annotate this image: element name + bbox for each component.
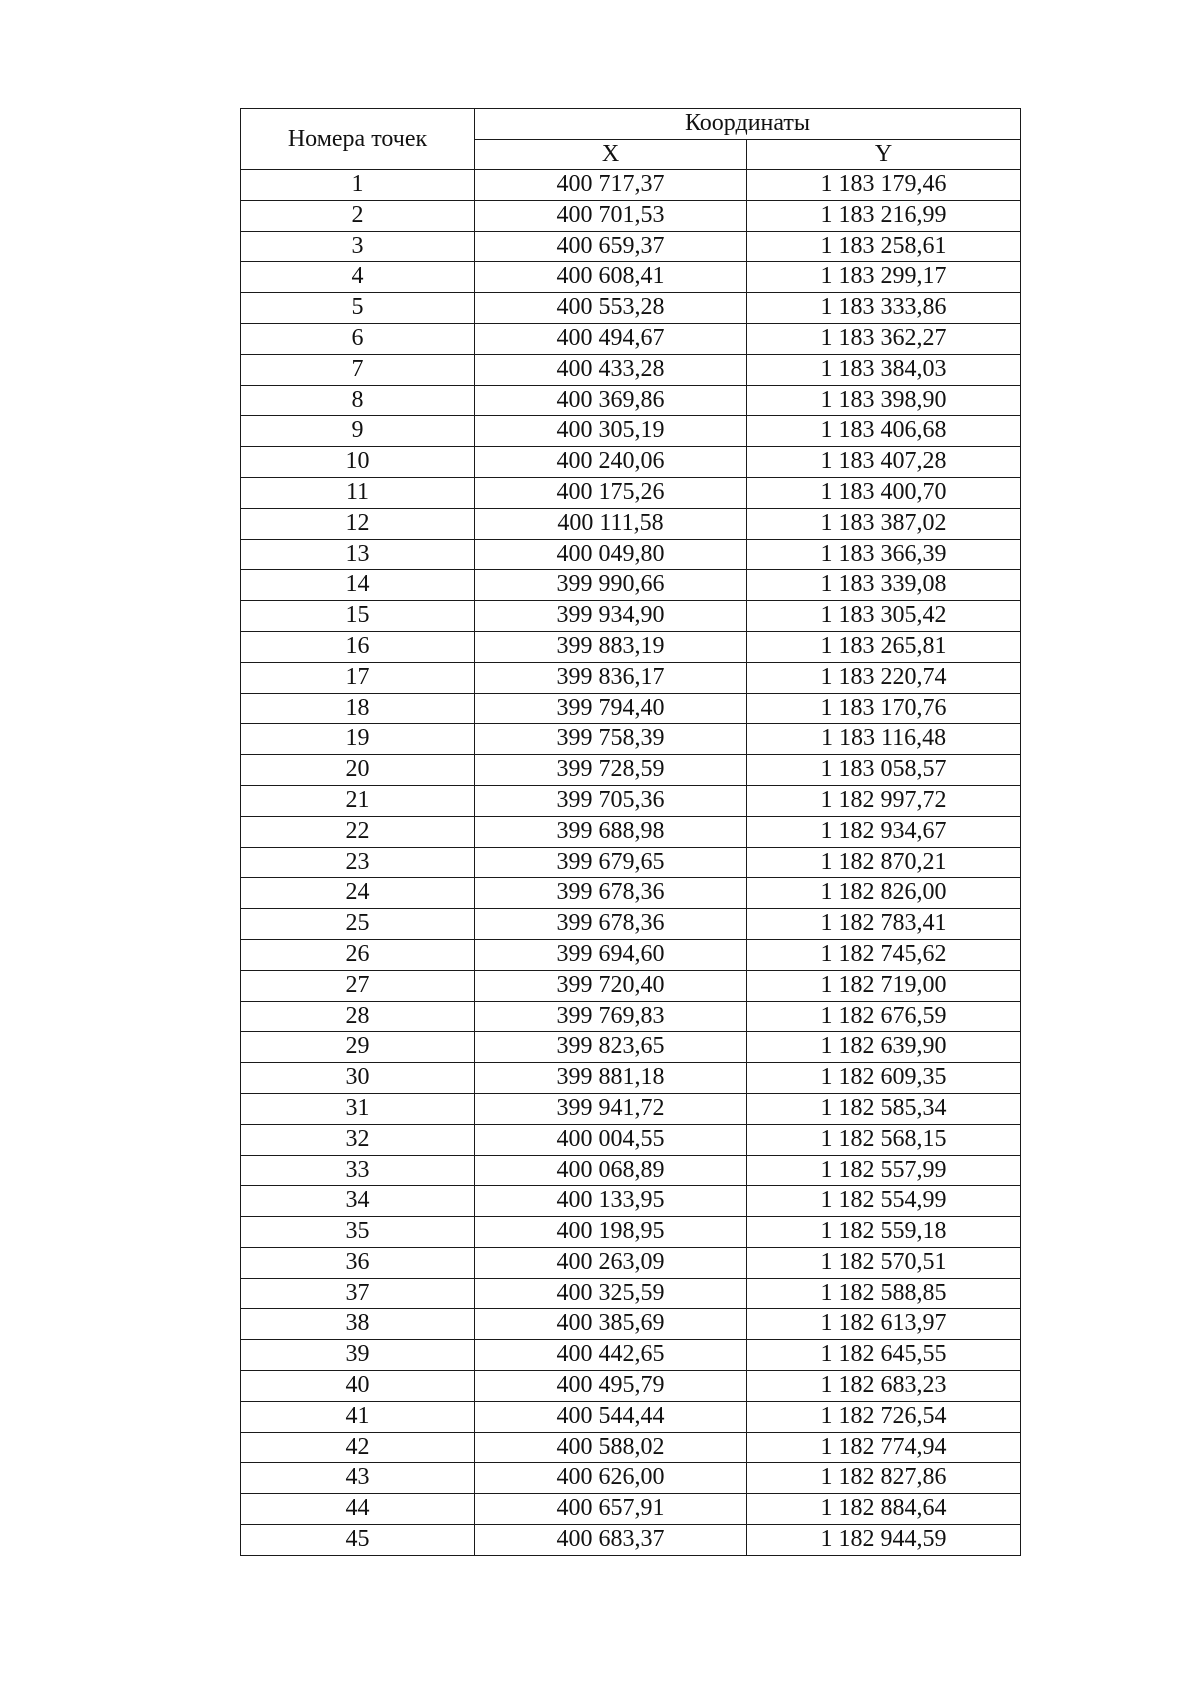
y-coordinate-cell: 1 182 676,59 <box>747 1001 1021 1032</box>
point-number-cell: 13 <box>241 539 475 570</box>
point-number-cell: 2 <box>241 200 475 231</box>
table-row <box>241 1401 1021 1432</box>
x-coordinate-cell: 400 544,44 <box>475 1401 747 1432</box>
x-coordinate-cell: 399 720,40 <box>475 970 747 1001</box>
x-coordinate-cell: 400 240,06 <box>475 447 747 478</box>
x-coordinate-cell: 399 705,36 <box>475 785 747 816</box>
point-number-cell: 39 <box>241 1340 475 1371</box>
x-coordinate-cell: 400 133,95 <box>475 1186 747 1217</box>
table-row <box>241 1124 1021 1155</box>
y-coordinate-cell: 1 182 585,34 <box>747 1093 1021 1124</box>
y-coordinate-cell: 1 182 774,94 <box>747 1432 1021 1463</box>
y-coordinate-cell: 1 183 258,61 <box>747 231 1021 262</box>
point-number-cell: 24 <box>241 878 475 909</box>
table-row <box>241 755 1021 786</box>
table-row <box>241 1309 1021 1340</box>
point-number-cell: 42 <box>241 1432 475 1463</box>
x-coordinate-cell: 399 728,59 <box>475 755 747 786</box>
y-coordinate-cell: 1 182 934,67 <box>747 816 1021 847</box>
y-coordinate-cell: 1 182 613,97 <box>747 1309 1021 1340</box>
table-row <box>241 1247 1021 1278</box>
x-coordinate-cell: 400 004,55 <box>475 1124 747 1155</box>
table-row <box>241 293 1021 324</box>
table-row <box>241 1494 1021 1525</box>
point-number-cell: 32 <box>241 1124 475 1155</box>
y-coordinate-cell: 1 183 398,90 <box>747 385 1021 416</box>
point-number-cell: 1 <box>241 170 475 201</box>
x-coordinate-cell: 400 701,53 <box>475 200 747 231</box>
x-column-header: X <box>475 139 747 170</box>
point-number-cell: 29 <box>241 1032 475 1063</box>
y-coordinate-cell: 1 183 407,28 <box>747 447 1021 478</box>
y-coordinate-cell: 1 182 783,41 <box>747 909 1021 940</box>
y-coordinate-cell: 1 183 116,48 <box>747 724 1021 755</box>
point-number-cell: 7 <box>241 354 475 385</box>
y-coordinate-cell: 1 183 216,99 <box>747 200 1021 231</box>
table-row <box>241 262 1021 293</box>
x-coordinate-cell: 400 495,79 <box>475 1371 747 1402</box>
table-row <box>241 231 1021 262</box>
table-row <box>241 1432 1021 1463</box>
y-coordinate-cell: 1 182 997,72 <box>747 785 1021 816</box>
point-number-cell: 15 <box>241 601 475 632</box>
y-coordinate-cell: 1 183 387,02 <box>747 508 1021 539</box>
x-coordinate-cell: 400 626,00 <box>475 1463 747 1494</box>
point-number-cell: 14 <box>241 570 475 601</box>
table-row <box>241 970 1021 1001</box>
table-row <box>241 631 1021 662</box>
y-coordinate-cell: 1 182 568,15 <box>747 1124 1021 1155</box>
x-coordinate-cell: 400 068,89 <box>475 1155 747 1186</box>
y-coordinate-cell: 1 183 400,70 <box>747 477 1021 508</box>
y-coordinate-cell: 1 183 362,27 <box>747 323 1021 354</box>
y-coordinate-cell: 1 183 220,74 <box>747 662 1021 693</box>
point-number-cell: 8 <box>241 385 475 416</box>
x-coordinate-cell: 399 941,72 <box>475 1093 747 1124</box>
table-row <box>241 1063 1021 1094</box>
point-number-cell: 33 <box>241 1155 475 1186</box>
y-column-header: Y <box>747 139 1021 170</box>
point-number-cell: 23 <box>241 847 475 878</box>
table-row <box>241 1525 1021 1556</box>
point-number-cell: 5 <box>241 293 475 324</box>
point-number-cell: 6 <box>241 323 475 354</box>
x-coordinate-cell: 399 823,65 <box>475 1032 747 1063</box>
table-row <box>241 323 1021 354</box>
y-coordinate-cell: 1 182 554,99 <box>747 1186 1021 1217</box>
table-row <box>241 416 1021 447</box>
x-coordinate-cell: 400 608,41 <box>475 262 747 293</box>
y-coordinate-cell: 1 182 745,62 <box>747 939 1021 970</box>
y-coordinate-cell: 1 182 683,23 <box>747 1371 1021 1402</box>
point-number-cell: 9 <box>241 416 475 447</box>
point-number-cell: 41 <box>241 1401 475 1432</box>
x-coordinate-cell: 399 769,83 <box>475 1001 747 1032</box>
point-number-cell: 45 <box>241 1525 475 1556</box>
x-coordinate-cell: 400 657,91 <box>475 1494 747 1525</box>
x-coordinate-cell: 400 494,67 <box>475 323 747 354</box>
table-row <box>241 939 1021 970</box>
point-number-cell: 26 <box>241 939 475 970</box>
point-number-cell: 38 <box>241 1309 475 1340</box>
coordinates-table <box>240 108 1021 1556</box>
x-coordinate-cell: 400 111,58 <box>475 508 747 539</box>
table-row <box>241 170 1021 201</box>
y-coordinate-cell: 1 183 179,46 <box>747 170 1021 201</box>
x-coordinate-cell: 400 385,69 <box>475 1309 747 1340</box>
point-number-cell: 25 <box>241 909 475 940</box>
y-coordinate-cell: 1 182 588,85 <box>747 1278 1021 1309</box>
point-number-cell: 22 <box>241 816 475 847</box>
y-coordinate-cell: 1 182 884,64 <box>747 1494 1021 1525</box>
y-coordinate-cell: 1 182 870,21 <box>747 847 1021 878</box>
y-coordinate-cell: 1 183 406,68 <box>747 416 1021 447</box>
x-coordinate-cell: 400 659,37 <box>475 231 747 262</box>
y-coordinate-cell: 1 182 557,99 <box>747 1155 1021 1186</box>
coordinates-group-header: Координаты <box>475 109 1021 140</box>
point-number-cell: 36 <box>241 1247 475 1278</box>
x-coordinate-cell: 399 883,19 <box>475 631 747 662</box>
header-row-top <box>241 109 1021 140</box>
point-number-cell: 37 <box>241 1278 475 1309</box>
x-coordinate-cell: 399 794,40 <box>475 693 747 724</box>
point-number-cell: 30 <box>241 1063 475 1094</box>
point-number-cell: 21 <box>241 785 475 816</box>
y-coordinate-cell: 1 182 609,35 <box>747 1063 1021 1094</box>
table-row <box>241 1001 1021 1032</box>
table-row <box>241 909 1021 940</box>
y-coordinate-cell: 1 183 058,57 <box>747 755 1021 786</box>
point-number-cell: 40 <box>241 1371 475 1402</box>
x-coordinate-cell: 399 934,90 <box>475 601 747 632</box>
table-row <box>241 878 1021 909</box>
y-coordinate-cell: 1 183 299,17 <box>747 262 1021 293</box>
table-header <box>241 109 1021 170</box>
table-row <box>241 662 1021 693</box>
table-row <box>241 1217 1021 1248</box>
table-row <box>241 1371 1021 1402</box>
table-row <box>241 601 1021 632</box>
x-coordinate-cell: 400 305,19 <box>475 416 747 447</box>
y-coordinate-cell: 1 183 265,81 <box>747 631 1021 662</box>
y-coordinate-cell: 1 183 333,86 <box>747 293 1021 324</box>
x-coordinate-cell: 399 678,36 <box>475 878 747 909</box>
point-number-cell: 16 <box>241 631 475 662</box>
point-number-cell: 20 <box>241 755 475 786</box>
y-coordinate-cell: 1 183 170,76 <box>747 693 1021 724</box>
points-column-header: Номера точек <box>241 109 475 170</box>
table-row <box>241 724 1021 755</box>
point-number-cell: 27 <box>241 970 475 1001</box>
table-row <box>241 1093 1021 1124</box>
y-coordinate-cell: 1 183 339,08 <box>747 570 1021 601</box>
point-number-cell: 17 <box>241 662 475 693</box>
table-row <box>241 1340 1021 1371</box>
x-coordinate-cell: 400 553,28 <box>475 293 747 324</box>
x-coordinate-cell: 400 442,65 <box>475 1340 747 1371</box>
table-row <box>241 1186 1021 1217</box>
y-coordinate-cell: 1 183 305,42 <box>747 601 1021 632</box>
point-number-cell: 35 <box>241 1217 475 1248</box>
x-coordinate-cell: 399 688,98 <box>475 816 747 847</box>
x-coordinate-cell: 399 881,18 <box>475 1063 747 1094</box>
point-number-cell: 31 <box>241 1093 475 1124</box>
point-number-cell: 19 <box>241 724 475 755</box>
table-row <box>241 447 1021 478</box>
table-row <box>241 385 1021 416</box>
table-row <box>241 200 1021 231</box>
y-coordinate-cell: 1 182 826,00 <box>747 878 1021 909</box>
y-coordinate-cell: 1 182 726,54 <box>747 1401 1021 1432</box>
x-coordinate-cell: 400 049,80 <box>475 539 747 570</box>
x-coordinate-cell: 400 263,09 <box>475 1247 747 1278</box>
point-number-cell: 11 <box>241 477 475 508</box>
y-coordinate-cell: 1 183 366,39 <box>747 539 1021 570</box>
x-coordinate-cell: 400 433,28 <box>475 354 747 385</box>
x-coordinate-cell: 399 694,60 <box>475 939 747 970</box>
point-number-cell: 18 <box>241 693 475 724</box>
table-row <box>241 816 1021 847</box>
y-coordinate-cell: 1 182 944,59 <box>747 1525 1021 1556</box>
x-coordinate-cell: 400 325,59 <box>475 1278 747 1309</box>
y-coordinate-cell: 1 182 827,86 <box>747 1463 1021 1494</box>
x-coordinate-cell: 400 175,26 <box>475 477 747 508</box>
table-body <box>241 170 1021 1556</box>
y-coordinate-cell: 1 182 719,00 <box>747 970 1021 1001</box>
point-number-cell: 43 <box>241 1463 475 1494</box>
point-number-cell: 10 <box>241 447 475 478</box>
x-coordinate-cell: 399 678,36 <box>475 909 747 940</box>
point-number-cell: 12 <box>241 508 475 539</box>
table-row <box>241 539 1021 570</box>
table-row <box>241 1032 1021 1063</box>
y-coordinate-cell: 1 183 384,03 <box>747 354 1021 385</box>
point-number-cell: 3 <box>241 231 475 262</box>
x-coordinate-cell: 399 758,39 <box>475 724 747 755</box>
table-row <box>241 785 1021 816</box>
x-coordinate-cell: 400 369,86 <box>475 385 747 416</box>
table-row <box>241 1463 1021 1494</box>
y-coordinate-cell: 1 182 559,18 <box>747 1217 1021 1248</box>
x-coordinate-cell: 400 683,37 <box>475 1525 747 1556</box>
table-row <box>241 477 1021 508</box>
table-row <box>241 354 1021 385</box>
table-row <box>241 508 1021 539</box>
point-number-cell: 4 <box>241 262 475 293</box>
table-row <box>241 1278 1021 1309</box>
x-coordinate-cell: 400 198,95 <box>475 1217 747 1248</box>
y-coordinate-cell: 1 182 645,55 <box>747 1340 1021 1371</box>
table-row <box>241 693 1021 724</box>
x-coordinate-cell: 399 679,65 <box>475 847 747 878</box>
x-coordinate-cell: 400 717,37 <box>475 170 747 201</box>
point-number-cell: 28 <box>241 1001 475 1032</box>
x-coordinate-cell: 400 588,02 <box>475 1432 747 1463</box>
table-row <box>241 1155 1021 1186</box>
point-number-cell: 34 <box>241 1186 475 1217</box>
y-coordinate-cell: 1 182 570,51 <box>747 1247 1021 1278</box>
point-number-cell: 44 <box>241 1494 475 1525</box>
x-coordinate-cell: 399 990,66 <box>475 570 747 601</box>
y-coordinate-cell: 1 182 639,90 <box>747 1032 1021 1063</box>
table-row <box>241 570 1021 601</box>
table-row <box>241 847 1021 878</box>
x-coordinate-cell: 399 836,17 <box>475 662 747 693</box>
